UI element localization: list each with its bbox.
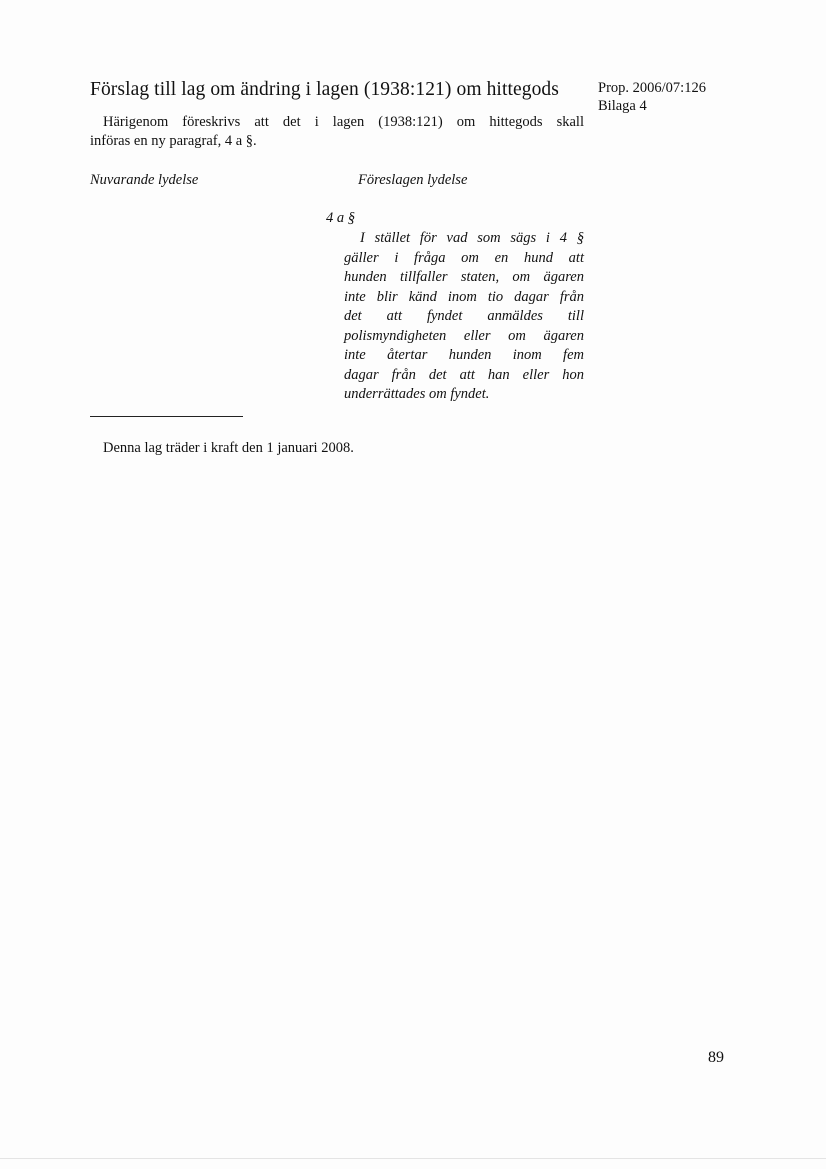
proposed-text-line: gäller i fråga om en hund att <box>344 249 584 266</box>
appendix-label: Bilaga 4 <box>598 98 647 114</box>
section-number: 4 a § <box>326 210 355 226</box>
intro-line: införas en ny paragraf, 4 a §. <box>90 133 257 149</box>
proposed-text-line: inte blir känd inom tio dagar från <box>344 288 584 305</box>
proposed-text-line: dagar från det att han eller hon <box>344 366 584 383</box>
proposed-text-line: det att fyndet anmäldes till <box>344 308 584 324</box>
proposed-text-line: underrättades om fyndet. <box>344 386 490 402</box>
proposed-wording-heading: Föreslagen lydelse <box>358 172 468 188</box>
intro-paragraph <box>90 113 584 151</box>
page-bottom-edge <box>0 1158 826 1159</box>
current-wording-heading: Nuvarande lydelse <box>90 172 199 188</box>
proposed-text-line: hunden tillfaller staten, om ägaren <box>344 269 584 285</box>
proposed-text-line: polismyndigheten eller om ägaren <box>344 327 584 344</box>
separator-rule <box>90 416 243 417</box>
marginal-reference <box>598 79 706 115</box>
intro-line: Härigenom föreskrivs att det i lagen (1938:121) om hittegods skall <box>103 114 584 130</box>
document-title: Förslag till lag om ändring i lagen (1938:121) om hittegods <box>90 79 559 100</box>
proposed-text <box>344 229 584 405</box>
page-number: 89 <box>708 1049 724 1066</box>
effective-date-text: Denna lag träder i kraft den 1 januari 2008. <box>103 440 354 456</box>
proposed-text-line: I stället för vad som sägs i 4 § <box>360 230 584 246</box>
proposed-text-line: inte återtar hunden inom fem <box>344 347 584 363</box>
proposition-number: Prop. 2006/07:126 <box>598 80 706 96</box>
